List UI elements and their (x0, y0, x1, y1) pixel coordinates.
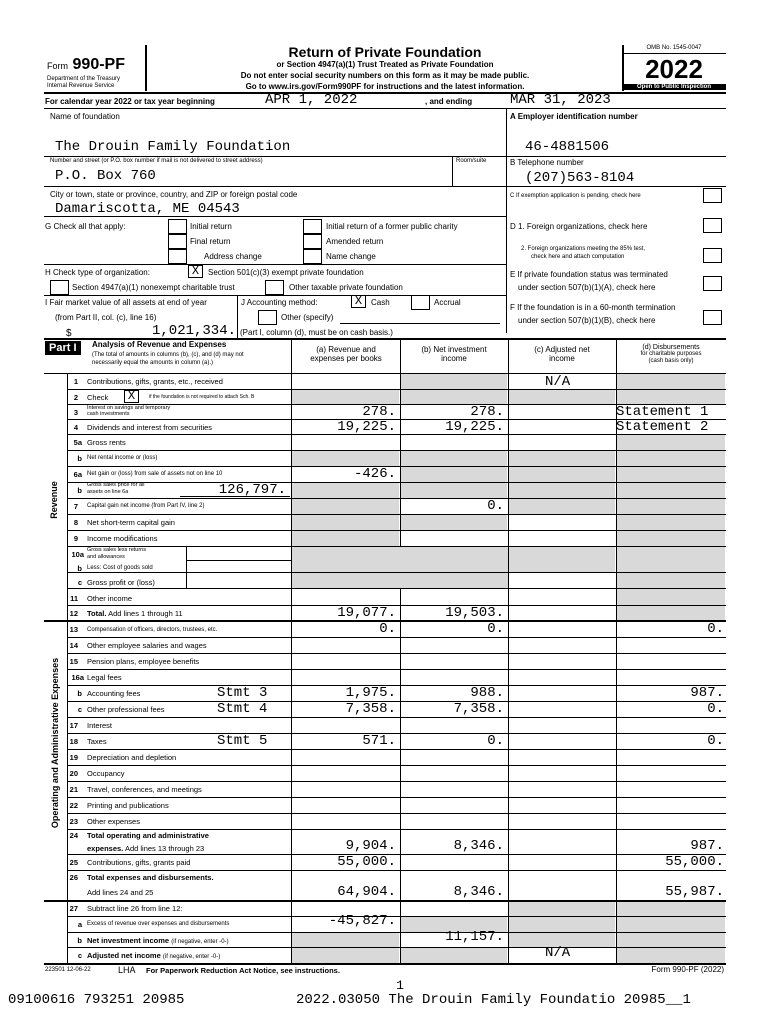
line-27-number: 27 (69, 904, 78, 913)
page-number: 1 (396, 978, 404, 993)
amended-return-checkbox[interactable] (303, 234, 322, 249)
line-11-desc: Other income (87, 594, 133, 603)
form-title: Return of Private Foundation (288, 44, 482, 60)
ein-value: 46-4881506 (525, 139, 610, 155)
line-24-col-b: 8,346. (453, 838, 504, 854)
4947-checkbox[interactable] (50, 280, 69, 295)
line-21-number: 21 (69, 785, 78, 794)
line-16c-col-b: 7,358. (453, 701, 504, 717)
name-label: Name of foundation (50, 112, 120, 121)
line-26-desc2: Add lines 24 and 25 (87, 888, 154, 897)
f-label-1: F If the foundation is in a 60-month termination (510, 303, 676, 312)
line-6a-desc: Net gain or (loss) from sale of assets not on line 10 (87, 471, 223, 477)
e-label-1: E If private foundation status was terminated (510, 270, 668, 279)
line-25-number: 25 (69, 858, 78, 867)
line-23-number: 23 (69, 817, 78, 826)
line-22-desc: Printing and publications (87, 801, 169, 810)
f-label-2: under section 507(b)(1)(B), check here (518, 316, 656, 325)
dept-line1: Department of the Treasury (47, 76, 121, 82)
line-18-col-b: 0. (487, 733, 504, 749)
line-12-number: 12 (69, 609, 78, 618)
line-13-col-a: 0. (379, 621, 396, 637)
dept-line2: Internal Revenue Service (47, 83, 115, 89)
line-26-col-b: 8,346. (453, 884, 504, 900)
line-9-desc: Income modifications (87, 534, 158, 543)
c-exemption-label: C If exemption application is pending, check here (510, 193, 641, 199)
line-26-col-a: 64,904. (337, 884, 396, 900)
other-taxable-label: Other taxable private foundation (289, 283, 403, 292)
d1-checkbox[interactable] (703, 218, 722, 233)
phone-label: B Telephone number (510, 158, 584, 167)
phone-value: (207)563-8104 (525, 170, 635, 186)
line-18-stmt: Stmt 5 (217, 733, 268, 749)
footer-notice: For Paperwork Reduction Act Notice, see instructions. (146, 966, 340, 975)
line-17-number: 17 (69, 721, 78, 730)
city-label: City or town, state or province, country, and ZIP or foreign postal code (50, 190, 298, 199)
line-13-desc: Compensation of officers, directors, trustees, etc. (87, 627, 218, 633)
cash-checkbox[interactable]: X (351, 295, 366, 308)
initial-former-charity-label: Initial return of a former public charity (326, 222, 458, 231)
line-20-desc: Occupancy (87, 769, 125, 778)
city-value: Damariscotta, ME 04543 (55, 201, 240, 217)
line-27c-col-c: N/A (545, 945, 571, 961)
line-3-desc2: cash investments (87, 411, 130, 417)
line-10b-desc: Less: Cost of goods sold (87, 565, 153, 571)
col-d-header: (d) Disbursements for charitable purposes (cash basis only) (640, 344, 702, 364)
initial-return-checkbox[interactable] (168, 219, 187, 234)
line-19-number: 19 (69, 753, 78, 762)
d1-label: D 1. Foreign organizations, check here (510, 222, 648, 231)
subtitle-1: or Section 4947(a)(1) Trust Treated as Private Foundation (276, 60, 494, 69)
j-label: J Accounting method: (241, 298, 318, 307)
4947-label: Section 4947(a)(1) nonexempt charitable trust (72, 283, 235, 292)
footer-right-code: 2022.03050 The Drouin Family Foundatio 20985__1 (296, 992, 691, 1008)
line-10a-desc: Gross sales less returns (87, 547, 146, 553)
line-1-col-c: N/A (545, 374, 571, 390)
other-method-checkbox[interactable] (258, 310, 277, 325)
line-16c-col-d: 0. (707, 701, 724, 717)
i-label-1: I Fair market value of all assets at end of year (45, 298, 207, 307)
501c3-label: Section 501(c)(3) exempt private foundation (208, 268, 364, 277)
line-16b-number: b (77, 689, 82, 698)
line-12-desc: Total. Add lines 1 through 11 (87, 609, 183, 618)
line-25-col-a: 55,000. (337, 854, 396, 870)
f-checkbox[interactable] (703, 310, 722, 325)
line-15-number: 15 (69, 657, 78, 666)
col-a-header: (a) Revenue and expenses per books (310, 345, 382, 363)
tax-year: 2022 (645, 54, 703, 84)
other-taxable-checkbox[interactable] (265, 280, 284, 295)
line-18-number: 18 (69, 737, 78, 746)
line-13-col-d: 0. (707, 621, 724, 637)
line-11-number: 11 (70, 594, 78, 603)
line-27b-col-b: 11,157. (445, 929, 504, 945)
line-6b-number: b (77, 486, 82, 495)
accrual-checkbox[interactable] (411, 295, 430, 310)
line-14-number: 14 (69, 641, 78, 650)
accrual-label: Accrual (434, 298, 461, 307)
line-6a-col-a: -426. (353, 466, 396, 482)
line-3-col-d: Statement 1 (616, 404, 709, 420)
line-16c-col-a: 7,358. (345, 701, 396, 717)
line-23-desc: Other expenses (87, 817, 140, 826)
line-16b-stmt: Stmt 3 (217, 685, 268, 701)
line-2-number: 2 (73, 393, 78, 402)
d2-checkbox[interactable] (703, 248, 722, 263)
line-24-desc: Total operating and administrative (87, 831, 209, 840)
c-exemption-checkbox[interactable] (703, 188, 722, 203)
line-18-desc: Taxes (87, 737, 107, 746)
line-6b-desc2: assets on line 6a (87, 489, 129, 495)
street-label: Number and street (or P.O. box number if mail is not delivered to street address) (50, 158, 263, 164)
name-change-label: Name change (326, 252, 376, 261)
line-10a-number: 10a (71, 550, 84, 559)
other-method-label: Other (specify) (281, 313, 334, 322)
line-13-number: 13 (69, 625, 78, 634)
col-c-header: (c) Adjusted net income (534, 345, 590, 363)
omb-number: OMB No. 1545-0047 (646, 45, 702, 51)
line-27a-col-a: -45,827. (328, 913, 396, 929)
line-10b-number: b (77, 564, 82, 573)
line-4-col-d: Statement 2 (616, 419, 709, 435)
ein-label: A Employer identification number (510, 112, 638, 121)
line-15-desc: Pension plans, employee benefits (87, 657, 200, 666)
line-1-desc: Contributions, gifts, grants, etc., received (87, 377, 223, 386)
final-return-checkbox[interactable] (168, 234, 187, 249)
line-6a-number: 6a (73, 470, 82, 479)
footer-code: 223501 12-06-22 (45, 967, 91, 973)
e-label-2: under section 507(b)(1)(A), check here (518, 283, 656, 292)
line-16a-number: 16a (71, 673, 84, 682)
line-26-number: 26 (69, 873, 78, 882)
line-10a-desc2: and allowances (87, 554, 125, 560)
expenses-side-label: Operating and Administrative Expenses (50, 657, 60, 829)
line-13-col-b: 0. (487, 621, 504, 637)
line-7-col-b: 0. (487, 498, 504, 514)
line-18-col-d: 0. (707, 733, 724, 749)
line-3-col-a: 278. (362, 404, 396, 420)
line-4-col-b: 19,225. (445, 419, 504, 435)
line-5b-desc: Net rental income or (loss) (87, 455, 158, 461)
line-3-number: 3 (73, 408, 78, 417)
line-9-number: 9 (73, 534, 78, 543)
line-7-desc: Capital gain net income (from Part IV, line 2) (87, 503, 205, 509)
col-b-header: (b) Net investment income (421, 345, 487, 363)
line-19-desc: Depreciation and depletion (87, 753, 177, 762)
line-18-col-a: 571. (362, 733, 396, 749)
fmv-value: 1,021,334. (151, 323, 236, 339)
line-3-col-b: 278. (470, 404, 504, 420)
footer-lha: LHA (118, 965, 136, 975)
line-5a-desc: Gross rents (87, 438, 126, 447)
line-10c-desc: Gross profit or (loss) (87, 578, 155, 587)
and-ending-label: , and ending (425, 97, 473, 106)
line-4-number: 4 (73, 423, 78, 432)
subtitle-2: Do not enter social security numbers on this form as it may be made public. (240, 71, 530, 80)
e-checkbox[interactable] (703, 276, 722, 291)
line-27a-desc: Excess of revenue over expenses and disbursements (87, 921, 230, 927)
subtitle-3: Go to www.irs.gov/Form990PF for instructions and the latest information. (245, 82, 525, 91)
cash-basis-note: (Part I, column (d), must be on cash basis.) (240, 328, 393, 337)
sch-b-checkbox[interactable]: X (124, 390, 139, 403)
d2-label-2: check here and attach computation (531, 254, 625, 260)
line-16c-number: c (77, 705, 82, 714)
address-change-label: Address change (204, 252, 262, 261)
line-16b-col-b: 988. (470, 685, 504, 701)
line-24-col-d: 987. (690, 838, 724, 854)
line-3-desc: Interest on savings and temporary (87, 405, 171, 411)
line-8-desc: Net short-term capital gain (87, 518, 175, 527)
line-8-number: 8 (73, 518, 78, 527)
name-change-checkbox[interactable] (303, 249, 322, 264)
part-i-sub1: (The total of amounts in columns (b), (c), and (d) may not (92, 352, 244, 358)
part-i-sub2: necessarily equal the amounts in column (a).) (92, 360, 214, 366)
address-change-checkbox[interactable] (168, 249, 187, 264)
line-17-desc: Interest (87, 721, 113, 730)
line-4-desc: Dividends and interest from securities (87, 423, 213, 432)
line-16c-desc: Other professional fees (87, 705, 165, 714)
final-return-label: Final return (190, 237, 231, 246)
part-i-badge: Part I (45, 341, 81, 355)
line-26-col-d: 55,987. (665, 884, 724, 900)
line-27c-number: c (77, 951, 82, 960)
i-dollar: $ (66, 328, 72, 339)
line-6b-value: 126,797. (218, 482, 286, 498)
amended-return-label: Amended return (326, 237, 384, 246)
h-label: H Check type of organization: (45, 268, 150, 277)
line-16c-stmt: Stmt 4 (217, 701, 268, 717)
line-5a-number: 5a (73, 438, 82, 447)
tax-year-end: MAR 31, 2023 (510, 92, 611, 108)
open-inspection: Open to Public Inspection (622, 84, 726, 90)
line-14-desc: Other employee salaries and wages (87, 641, 207, 650)
line-27c-desc: Adjusted net income (if negative, enter -0-) (87, 951, 221, 960)
line-2-desc2: if the foundation is not required to attach Sch. B (149, 394, 255, 400)
part-i-title: Analysis of Revenue and Expenses (92, 340, 227, 349)
line-27a-number: a (77, 920, 82, 929)
form-number: 990-PF (72, 56, 125, 73)
cash-label: Cash (371, 298, 390, 307)
line-21-desc: Travel, conferences, and meetings (87, 785, 202, 794)
line-7-number: 7 (73, 502, 78, 511)
line-1-number: 1 (73, 377, 78, 386)
line-22-number: 22 (69, 801, 78, 810)
d2-label-1: 2. Foreign organizations meeting the 85% test, (521, 246, 646, 252)
footer-form: Form 990-PF (2022) (651, 965, 724, 974)
line-25-desc: Contributions, gifts, grants paid (87, 858, 191, 867)
line-27b-desc: Net investment income (if negative, enter -0-) (87, 936, 229, 945)
initial-former-charity-checkbox[interactable] (303, 219, 322, 234)
line-16b-desc: Accounting fees (87, 689, 141, 698)
initial-return-label: Initial return (190, 222, 232, 231)
calendar-label: For calendar year 2022 or tax year beginning (45, 97, 215, 106)
line-6b-desc: Gross sales price for all (87, 482, 145, 488)
line-20-number: 20 (69, 769, 78, 778)
street-value: P.O. Box 760 (55, 168, 156, 184)
g-label: G Check all that apply: (45, 222, 126, 231)
line-4-col-a: 19,225. (337, 419, 396, 435)
line-12-col-b: 19,503. (445, 605, 504, 621)
footer-left-code: 09100616 793251 20985 (8, 992, 185, 1008)
line-24-col-a: 9,904. (345, 838, 396, 854)
form-prefix: Form (47, 61, 68, 71)
room-label: Room/suite (456, 158, 487, 164)
line-27b-number: b (77, 936, 82, 945)
line-26-desc: Total expenses and disbursements. (87, 873, 214, 882)
line-16b-col-d: 987. (690, 685, 724, 701)
line-25-col-d: 55,000. (665, 854, 724, 870)
line-12-col-a: 19,077. (337, 605, 396, 621)
line-5b-number: b (77, 454, 82, 463)
line-16a-desc: Legal fees (87, 673, 122, 682)
tax-year-begin: APR 1, 2022 (265, 92, 358, 108)
line-16b-col-a: 1,975. (345, 685, 396, 701)
i-label-2: (from Part II, col. (c), line 16) (55, 313, 157, 322)
revenue-side-label: Revenue (49, 481, 59, 519)
line-24-number: 24 (69, 831, 78, 840)
foundation-name: The Drouin Family Foundation (55, 139, 291, 155)
line-2-desc: Check (87, 393, 109, 402)
form-label (47, 56, 125, 74)
501c3-checkbox[interactable]: X (188, 265, 203, 278)
line-10c-number: c (77, 578, 82, 587)
line-24-desc2: expenses. Add lines 13 through 23 (87, 844, 205, 853)
line-27-desc: Subtract line 26 from line 12: (87, 904, 183, 913)
